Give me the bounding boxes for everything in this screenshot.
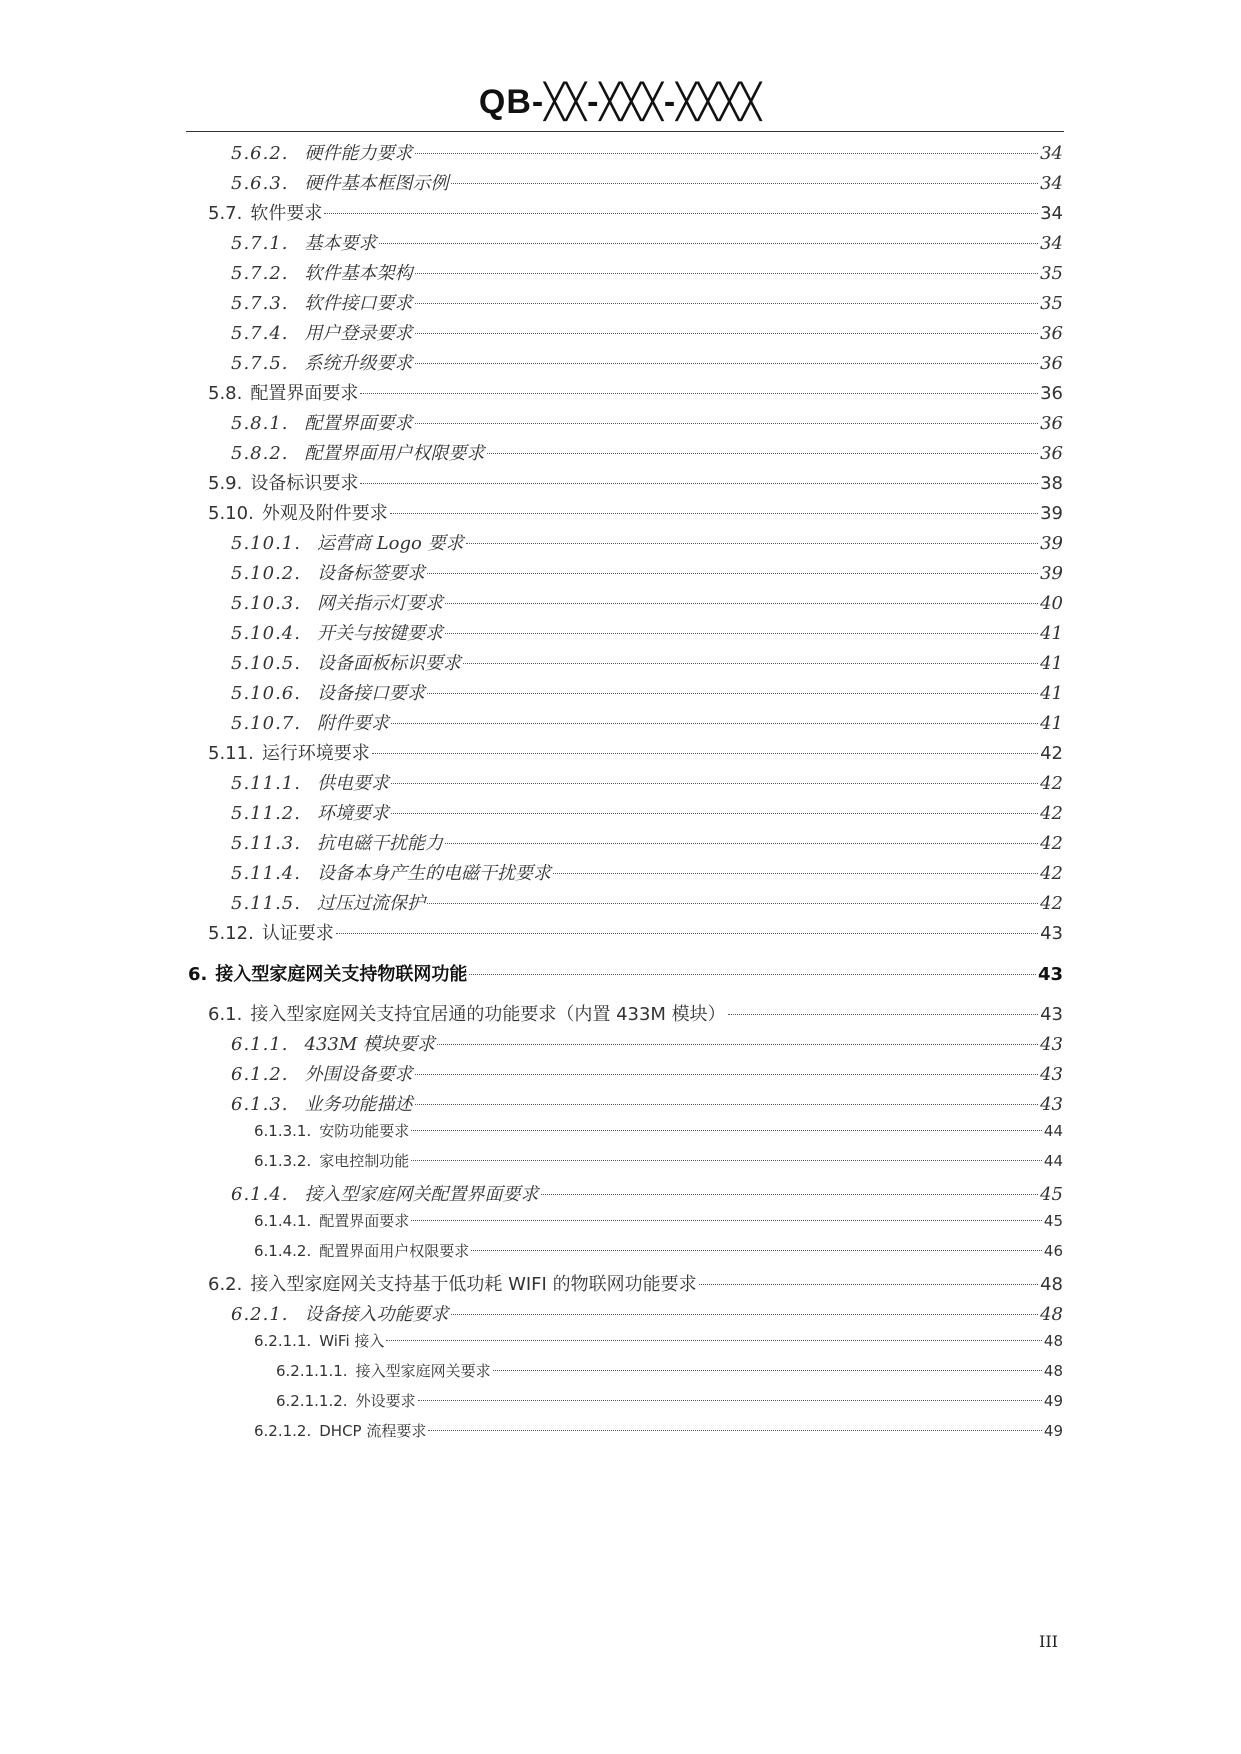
toc-entry-page: 34 (1040, 173, 1063, 194)
toc-entry-number: 6.2.1.2. (254, 1422, 312, 1440)
toc-entry[interactable] (231, 649, 1063, 675)
toc-entry-page: 39 (1040, 563, 1063, 584)
toc-entry-label: 设备接入功能要求 (304, 1304, 449, 1325)
toc-entry-number: 5.12. (208, 923, 254, 944)
toc-entry[interactable] (231, 559, 1063, 585)
toc-entry-number: 6.1.1. (231, 1034, 289, 1055)
toc-leader-dots (728, 1014, 1038, 1015)
toc-entry[interactable] (231, 889, 1063, 915)
toc-entry-number: 5.6.3. (231, 173, 289, 194)
toc-entry-number: 5.7.3. (231, 293, 289, 314)
toc-leader-dots (469, 974, 1036, 975)
toc-entry[interactable] (231, 1030, 1063, 1056)
toc-leader-dots (372, 753, 1038, 754)
toc-entry-label: 接入型家庭网关支持基于低功耗 WIFI 的物联网功能要求 (250, 1274, 697, 1295)
toc-entry-label: 配置界面要求 (304, 413, 413, 434)
toc-entry[interactable] (231, 1090, 1063, 1116)
toc-leader-dots (553, 873, 1038, 874)
toc-entry-page: 43 (1037, 964, 1063, 985)
toc-entry[interactable] (254, 1330, 1063, 1351)
toc-entry-page: 41 (1040, 713, 1063, 734)
toc-entry[interactable] (231, 859, 1063, 885)
toc-entry-page: 43 (1040, 1064, 1063, 1085)
toc-leader-dots (445, 843, 1038, 844)
toc-entry[interactable] (254, 1210, 1063, 1231)
toc-entry-number: 6. (188, 964, 208, 985)
toc-entry-label: 配置界面用户权限要求 (319, 1242, 470, 1260)
toc-leader-dots (418, 1400, 1042, 1401)
toc-entry-number: 5.11. (208, 743, 254, 764)
toc-entry-page: 43 (1040, 1094, 1063, 1115)
toc-leader-dots (411, 1220, 1042, 1221)
toc-entry[interactable] (208, 1000, 1063, 1026)
toc-entry[interactable] (231, 829, 1063, 855)
toc-entry[interactable] (231, 349, 1063, 375)
toc-entry-label: 运行环境要求 (261, 743, 370, 764)
toc-entry-number: 6.1.4. (231, 1184, 289, 1205)
toc-entry-label: 接入型家庭网关配置界面要求 (304, 1184, 539, 1205)
toc-entry-label: 安防功能要求 (319, 1122, 410, 1140)
toc-entry-number: 5.7. (208, 203, 243, 224)
toc-leader-dots (427, 573, 1038, 574)
toc-entry-label: 接入型家庭网关支持物联网功能 (215, 964, 468, 985)
toc-entry[interactable] (208, 919, 1063, 945)
toc-entry[interactable] (208, 199, 1063, 225)
toc-leader-dots (493, 1370, 1042, 1371)
toc-entry-page: 39 (1040, 533, 1063, 554)
toc-entry-label: 运营商 Logo 要求 (316, 533, 464, 554)
toc-entry-page: 38 (1040, 473, 1063, 494)
toc-leader-dots (415, 1074, 1039, 1075)
toc-leader-dots (415, 1104, 1039, 1105)
toc-entry-label: 软件接口要求 (304, 293, 413, 314)
toc-entry-label: 配置界面要求 (319, 1212, 410, 1230)
toc-entry[interactable] (254, 1240, 1063, 1261)
toc-entry-label: 外观及附件要求 (261, 503, 388, 524)
toc-entry-number: 5.7.2. (231, 263, 289, 284)
toc-entry-page: 42 (1040, 803, 1063, 824)
toc-entry-number: 5.6.2. (231, 143, 289, 164)
toc-entry-page: 49 (1043, 1392, 1063, 1410)
toc-entry-label: 系统升级要求 (304, 353, 413, 374)
toc-entry-page: 49 (1043, 1422, 1063, 1440)
toc-entry-page: 42 (1040, 893, 1063, 914)
toc-entry-number: 5.11.2. (231, 803, 301, 824)
toc-entry[interactable] (231, 1180, 1063, 1206)
toc-entry[interactable] (231, 409, 1063, 435)
toc-entry-page: 43 (1040, 923, 1063, 944)
toc-entry-page: 48 (1040, 1274, 1063, 1295)
toc-entry-page: 34 (1040, 143, 1063, 164)
toc-entry[interactable] (231, 1300, 1063, 1326)
toc-entry-page: 42 (1040, 863, 1063, 884)
toc-entry[interactable] (231, 709, 1063, 735)
toc-entry-number: 6.1.2. (231, 1064, 289, 1085)
toc-entry-number: 6.2.1.1.2. (276, 1392, 348, 1410)
toc-leader-dots (391, 783, 1038, 784)
toc-entry-page: 46 (1043, 1242, 1063, 1260)
toc-entry-page: 43 (1040, 1034, 1063, 1055)
toc-entry-number: 5.10. (208, 503, 254, 524)
toc-entry-label: 设备标签要求 (316, 563, 425, 584)
toc-entry-label: 硬件能力要求 (304, 143, 413, 164)
toc-entry-number: 5.11.5. (231, 893, 301, 914)
toc-leader-dots (427, 903, 1038, 904)
toc-entry-page: 48 (1043, 1362, 1063, 1380)
toc-entry-page: 35 (1040, 293, 1063, 314)
toc-entry-number: 6.2.1.1. (254, 1332, 312, 1350)
toc-entry-page: 39 (1040, 503, 1063, 524)
toc-entry-page: 44 (1043, 1122, 1063, 1140)
toc-leader-dots (427, 693, 1038, 694)
toc-leader-dots (451, 183, 1039, 184)
toc-entry[interactable] (254, 1150, 1063, 1171)
toc-entry-page: 48 (1043, 1332, 1063, 1350)
toc-entry-label: 基本要求 (304, 233, 377, 254)
toc-leader-dots (471, 1250, 1042, 1251)
toc-entry-label: 配置界面要求 (250, 383, 359, 404)
toc-leader-dots (466, 543, 1039, 544)
toc-entry-label: 配置界面用户权限要求 (304, 443, 485, 464)
toc-entry-label: DHCP 流程要求 (319, 1422, 427, 1440)
toc-entry[interactable] (208, 1270, 1063, 1296)
toc-entry-label: 用户登录要求 (304, 323, 413, 344)
toc-entry-number: 5.10.2. (231, 563, 301, 584)
toc-entry[interactable] (231, 439, 1063, 465)
toc-entry-number: 6.1.4.1. (254, 1212, 312, 1230)
toc-entry-number: 5.11.1. (231, 773, 301, 794)
toc-entry-page: 34 (1040, 203, 1063, 224)
toc-entry-number: 5.10.5. (231, 653, 301, 674)
toc-entry-label: 抗电磁干扰能力 (316, 833, 443, 854)
toc-entry[interactable] (276, 1390, 1063, 1411)
toc-entry[interactable] (231, 139, 1063, 165)
toc-entry-label: 网关指示灯要求 (316, 593, 443, 614)
toc-leader-dots (411, 1160, 1042, 1161)
toc-entry[interactable] (208, 499, 1063, 525)
toc-entry-page: 34 (1040, 233, 1063, 254)
toc-entry-number: 5.7.1. (231, 233, 289, 254)
toc-leader-dots (415, 333, 1039, 334)
toc-entry-page: 42 (1040, 743, 1063, 764)
toc-entry[interactable] (231, 319, 1063, 345)
toc-entry[interactable] (208, 469, 1063, 495)
toc-entry[interactable] (208, 739, 1063, 765)
toc-entry-page: 41 (1040, 683, 1063, 704)
toc-entry-number: 6.2. (208, 1274, 243, 1295)
toc-entry-number: 5.10.6. (231, 683, 301, 704)
toc-entry-number: 5.8.1. (231, 413, 289, 434)
toc-entry-number: 5.9. (208, 473, 243, 494)
toc-entry[interactable] (231, 529, 1063, 555)
toc-entry-label: 过压过流保护 (316, 893, 425, 914)
toc-leader-dots (428, 1430, 1042, 1431)
toc-entry[interactable] (231, 1060, 1063, 1086)
toc-leader-dots (391, 813, 1038, 814)
toc-leader-dots (391, 723, 1038, 724)
toc-entry-number: 6.2.1.1.1. (276, 1362, 348, 1380)
toc-entry-label: 供电要求 (316, 773, 389, 794)
toc-entry-label: 外围设备要求 (304, 1064, 413, 1085)
toc-entry-page: 36 (1040, 413, 1063, 434)
toc-entry-page: 41 (1040, 653, 1063, 674)
toc-leader-dots (451, 1314, 1039, 1315)
toc-leader-dots (390, 513, 1038, 514)
toc-leader-dots (324, 213, 1038, 214)
toc-entry-page: 36 (1040, 443, 1063, 464)
toc-entry-page: 36 (1040, 383, 1063, 404)
toc-leader-dots (463, 663, 1038, 664)
toc-entry-page: 43 (1040, 1004, 1063, 1025)
toc-leader-dots (487, 453, 1039, 454)
toc-entry-page: 36 (1040, 323, 1063, 344)
toc-entry-number: 5.10.4. (231, 623, 301, 644)
toc-entry-number: 5.11.4. (231, 863, 301, 884)
toc-entry-page: 44 (1043, 1152, 1063, 1170)
toc-entry-label: 软件要求 (250, 203, 323, 224)
toc-leader-dots (411, 1130, 1042, 1131)
toc-entry-number: 5.10.3. (231, 593, 301, 614)
toc-entry-label: 认证要求 (261, 923, 334, 944)
toc-entry-label: 家电控制功能 (319, 1152, 410, 1170)
toc-leader-dots (386, 1340, 1042, 1341)
toc-entry[interactable] (188, 960, 1063, 986)
toc-entry-number: 5.7.5. (231, 353, 289, 374)
toc-entry-number: 5.8. (208, 383, 243, 404)
toc-entry[interactable] (231, 229, 1063, 255)
toc-entry-number: 6.1.3. (231, 1094, 289, 1115)
toc-leader-dots (445, 603, 1038, 604)
toc-leader-dots (437, 1044, 1038, 1045)
toc-entry-label: 接入型家庭网关支持宜居通的功能要求（内置 433M 模块） (250, 1004, 726, 1025)
toc-leader-dots (415, 153, 1039, 154)
toc-entry[interactable] (208, 379, 1063, 405)
toc-entry-label: 环境要求 (316, 803, 389, 824)
toc-entry-page: 42 (1040, 773, 1063, 794)
toc-entry[interactable] (231, 589, 1063, 615)
toc-leader-dots (415, 303, 1039, 304)
toc-entry-page: 42 (1040, 833, 1063, 854)
toc-entry-page: 45 (1043, 1212, 1063, 1230)
toc-entry-page: 45 (1040, 1184, 1063, 1205)
toc-entry[interactable] (254, 1120, 1063, 1141)
toc-entry-number: 6.1.3.2. (254, 1152, 312, 1170)
toc-leader-dots (360, 393, 1038, 394)
toc-entry[interactable] (231, 289, 1063, 315)
toc-entry[interactable] (276, 1360, 1063, 1381)
toc-entry-label: 开关与按键要求 (316, 623, 443, 644)
toc-entry-page: 35 (1040, 263, 1063, 284)
toc-entry-label: 外设要求 (355, 1392, 416, 1410)
toc-entry[interactable] (231, 169, 1063, 195)
toc-entry-page: 40 (1040, 593, 1063, 614)
toc-leader-dots (415, 363, 1039, 364)
toc-entry-label: 附件要求 (316, 713, 389, 734)
document-code-header: QB-╳╳-╳╳╳-╳╳╳╳ (478, 83, 763, 121)
toc-leader-dots (360, 483, 1038, 484)
toc-entry-label: 接入型家庭网关要求 (355, 1362, 491, 1380)
page-number: III (1039, 1632, 1058, 1651)
toc-entry-page: 48 (1040, 1304, 1063, 1325)
toc-entry[interactable] (231, 619, 1063, 645)
toc-entry[interactable] (231, 679, 1063, 705)
toc-leader-dots (541, 1194, 1039, 1195)
toc-entry-number: 5.11.3. (231, 833, 301, 854)
toc-leader-dots (336, 933, 1038, 934)
toc-entry-page: 36 (1040, 353, 1063, 374)
toc-entry-label: 设备本身产生的电磁干扰要求 (316, 863, 551, 884)
toc-entry-label: WiFi 接入 (319, 1332, 385, 1350)
toc-entry-number: 6.1.3.1. (254, 1122, 312, 1140)
toc-entry-label: 业务功能描述 (304, 1094, 413, 1115)
toc-entry-number: 5.7.4. (231, 323, 289, 344)
toc-leader-dots (699, 1284, 1039, 1285)
toc-entry-number: 5.10.7. (231, 713, 301, 734)
toc-entry-label: 设备接口要求 (316, 683, 425, 704)
toc-entry[interactable] (231, 259, 1063, 285)
toc-entry-number: 5.10.1. (231, 533, 301, 554)
toc-entry-number: 6.1. (208, 1004, 243, 1025)
toc-entry-label: 软件基本架构 (304, 263, 413, 284)
toc-leader-dots (415, 273, 1039, 274)
toc-leader-dots (445, 633, 1038, 634)
toc-entry[interactable] (254, 1420, 1063, 1441)
toc-entry-page: 41 (1040, 623, 1063, 644)
toc-entry-number: 6.1.4.2. (254, 1242, 312, 1260)
toc-entry[interactable] (231, 769, 1063, 795)
toc-entry-label: 设备标识要求 (250, 473, 359, 494)
toc-entry[interactable] (231, 799, 1063, 825)
toc-entry-number: 5.8.2. (231, 443, 289, 464)
toc-entry-label: 433M 模块要求 (304, 1034, 436, 1055)
toc-leader-dots (379, 243, 1039, 244)
toc-entry-label: 硬件基本框图示例 (304, 173, 449, 194)
toc-entry-label: 设备面板标识要求 (316, 653, 461, 674)
toc-entry-number: 6.2.1. (231, 1304, 289, 1325)
toc-leader-dots (415, 423, 1039, 424)
